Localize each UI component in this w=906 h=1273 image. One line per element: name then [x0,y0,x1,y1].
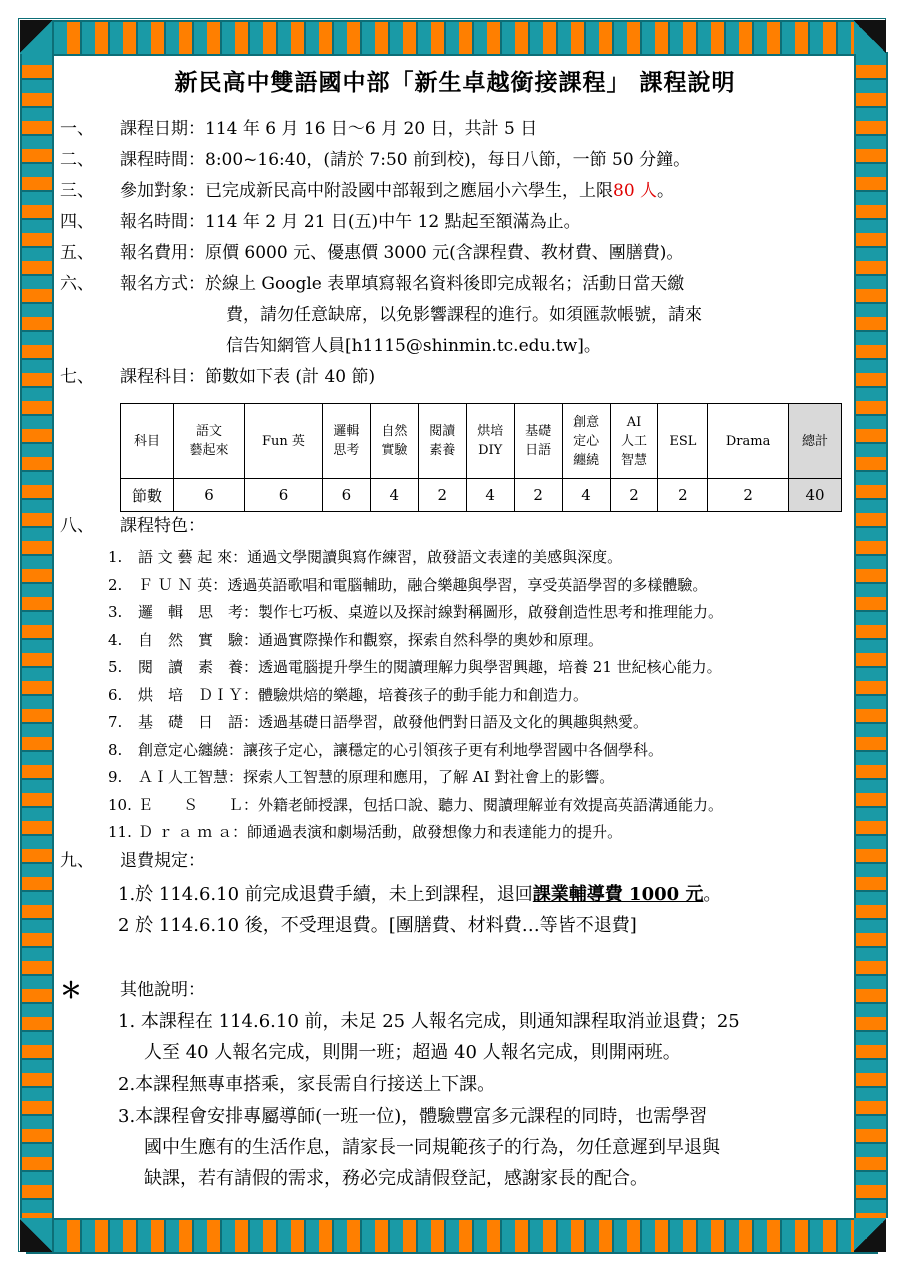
item-number: 九、 [60,851,94,871]
item-text: 原價 6000 元、優惠價 3000 元(含課程費、教材費、團膳費)。 [205,243,684,263]
corner-decoration-bottom-right [854,1218,886,1252]
item-label: 退費規定： [120,851,205,871]
item-number: 三、 [60,181,94,201]
feature-item: 1. 語 文 藝 起 來：通過文學閱讀與寫作練習，啟發語文表達的美感與深度。 [108,548,623,566]
other-note-line: 人至 40 人報名完成，則開一班；超過 40 人報名完成，則開兩班。 [144,1042,681,1063]
count-cell: 6 [322,479,370,512]
item-label: 報名費用： [120,243,205,263]
subject-cell: 烘培 DIY [466,404,514,479]
item-text-line2: 費，請勿任意缺席，以免影響課程的進行。如須匯款帳號，請來 [226,305,702,325]
item-number: 八、 [60,516,94,536]
item-label: 課程科目： [120,367,205,387]
count-cell: 2 [418,479,466,512]
feature-item: 2. Ｆ Ｕ Ｎ 英：透過英語歌唱和電腦輔助，融合樂趣與學習，享受英語學習的多樣體驗。 [108,575,708,594]
item-label: 課程時間： [120,150,205,170]
feature-item: 8. 創意定心纏繞：讓孩子定心，讓穩定的心引領孩子更有利地學習國中各個學科。 [108,740,664,759]
decorative-border-top [26,20,878,56]
total-header-cell: 總計 [789,404,842,479]
count-cell: 2 [658,479,708,512]
feature-item: 7. 基 礎 日 語：透過基礎日語學習，啟發他們對日語及文化的興趣與熱愛。 [108,713,649,731]
other-note-line: 1. 本課程在 114.6.10 前，未足 25 人報名完成，則通知課程取消並退費；25 [118,1011,740,1032]
decorative-border-bottom [26,1218,878,1254]
subject-cell: AI 人工 智慧 [610,404,658,479]
decorative-border-right [854,52,888,1218]
item-text: 節數如下表 (計 40 節) [205,367,376,387]
total-count-cell: 40 [789,479,842,512]
item-number: 七、 [60,367,94,387]
feature-item: 9. ＡＩ人工智慧：探索人工智慧的原理和應用，了解 AI 對社會上的影響。 [108,768,615,786]
count-cell: 6 [245,479,323,512]
count-cell: 4 [562,479,610,512]
course-table [120,403,842,512]
corner-decoration-top-left [20,20,52,54]
feature-item: 3. 邏 輯 思 考：製作七巧板、桌遊以及探討線對稱圖形，啟發創造性思考和推理能力。 [108,603,724,621]
item-number: 六、 [60,274,94,294]
subject-cell: 創意 定心 纏繞 [562,404,610,479]
table-header-cell: 科目 [121,404,174,479]
item-number: 二、 [60,150,94,170]
subject-cell: Drama [708,404,789,479]
count-cell: 2 [610,479,658,512]
page-title: 新民高中雙語國中部「新生卓越銜接課程」 課程說明 [174,70,736,96]
subject-cell: 邏輯 思考 [322,404,370,479]
item-label: 課程特色： [120,516,205,536]
count-cell: 4 [466,479,514,512]
item-text: 於線上 Google 表單填寫報名資料後即完成報名；活動日當天繳 [205,274,685,294]
corner-decoration-bottom-left [20,1218,52,1252]
table-row-counts [121,479,842,512]
refund-amount-highlight: 課業輔導費 1000 元 [532,884,704,905]
count-cell: 4 [370,479,418,512]
table-header-cell: 節數 [121,479,174,512]
count-cell: 2 [514,479,562,512]
capacity-highlight: 80 人 [613,181,658,201]
item-number: 一、 [60,119,94,139]
other-note-line: 缺課，若有請假的需求，務必完成請假登記，感謝家長的配合。 [144,1168,648,1189]
subject-cell: ESL [658,404,708,479]
feature-item: 10. Ｅ Ｓ Ｌ：外籍老師授課，包括口說、聽力、閱讀理解並有效提高英語溝通能力。 [108,795,724,814]
feature-item: 5. 閱 讀 素 養：透過電腦提升學生的閱讀理解力與學習興趣，培養 21 世紀核心能力。 [108,658,722,676]
subject-cell: 自然 實驗 [370,404,418,479]
feature-item: 6. 烘 培 ＤＩＹ：體驗烘焙的樂趣，培養孩子的動手能力和創造力。 [108,685,589,704]
item-label: 參加對象： [120,181,205,201]
count-cell: 6 [174,479,245,512]
other-note-line: 2.本課程無專車搭乘，家長需自行接送上下課。 [118,1074,496,1095]
subject-cell: 語文 藝起來 [174,404,245,479]
item-text: 已完成新民高中附設國中部報到之應屆小六學生，上限 [205,181,613,201]
item-text: 8:00~16:40，(請於 7:50 前到校)，每日八節，一節 50 分鐘。 [205,150,691,170]
item-text-line3: 信告知網管人員[h1115@shinmin.tc.edu.tw]。 [226,336,601,356]
other-note-line: 3.本課程會安排專屬導師(一班一位)，體驗豐富多元課程的同時，也需學習 [118,1106,708,1127]
count-cell: 2 [708,479,789,512]
item-label: 報名方式： [120,274,205,294]
subject-cell: 基礎 日語 [514,404,562,479]
feature-item: 4. 自 然 實 驗：通過實際操作和觀察，探索自然科學的奧妙和原理。 [108,630,604,649]
item-number: 五、 [60,243,94,263]
item-label: 報名時間： [120,212,205,232]
item-label: 課程日期： [120,119,205,139]
other-note-line: 國中生應有的生活作息，請家長一同規範孩子的行為，勿任意遲到早退與 [144,1137,720,1158]
item-text: 114 年 2 月 21 日(五)中午 12 點起至額滿為止。 [205,212,581,232]
refund-rule-2: 2 於 114.6.10 後，不受理退費。[團膳費、材料費…等皆不退費] [118,915,637,936]
item-text: 114 年 6 月 16 日～6 月 20 日，共計 5 日 [205,119,538,139]
table-row-subjects [121,404,842,479]
asterisk-icon: ＊ [60,979,83,1004]
corner-decoration-top-right [854,20,886,54]
feature-item: 11. Ｄ ｒ ａ ｍ ａ：師通過表演和劇場活動，啟發想像力和表達能力的提升。 [108,823,623,841]
decorative-border-left [20,52,54,1218]
subject-cell: Fun 英 [245,404,323,479]
item-number: 四、 [60,212,94,232]
subject-cell: 閱讀 素養 [418,404,466,479]
refund-rule-1: 1.於 114.6.10 前完成退費手續，未上到課程，退回課業輔導費 1000 元。 [118,884,722,905]
